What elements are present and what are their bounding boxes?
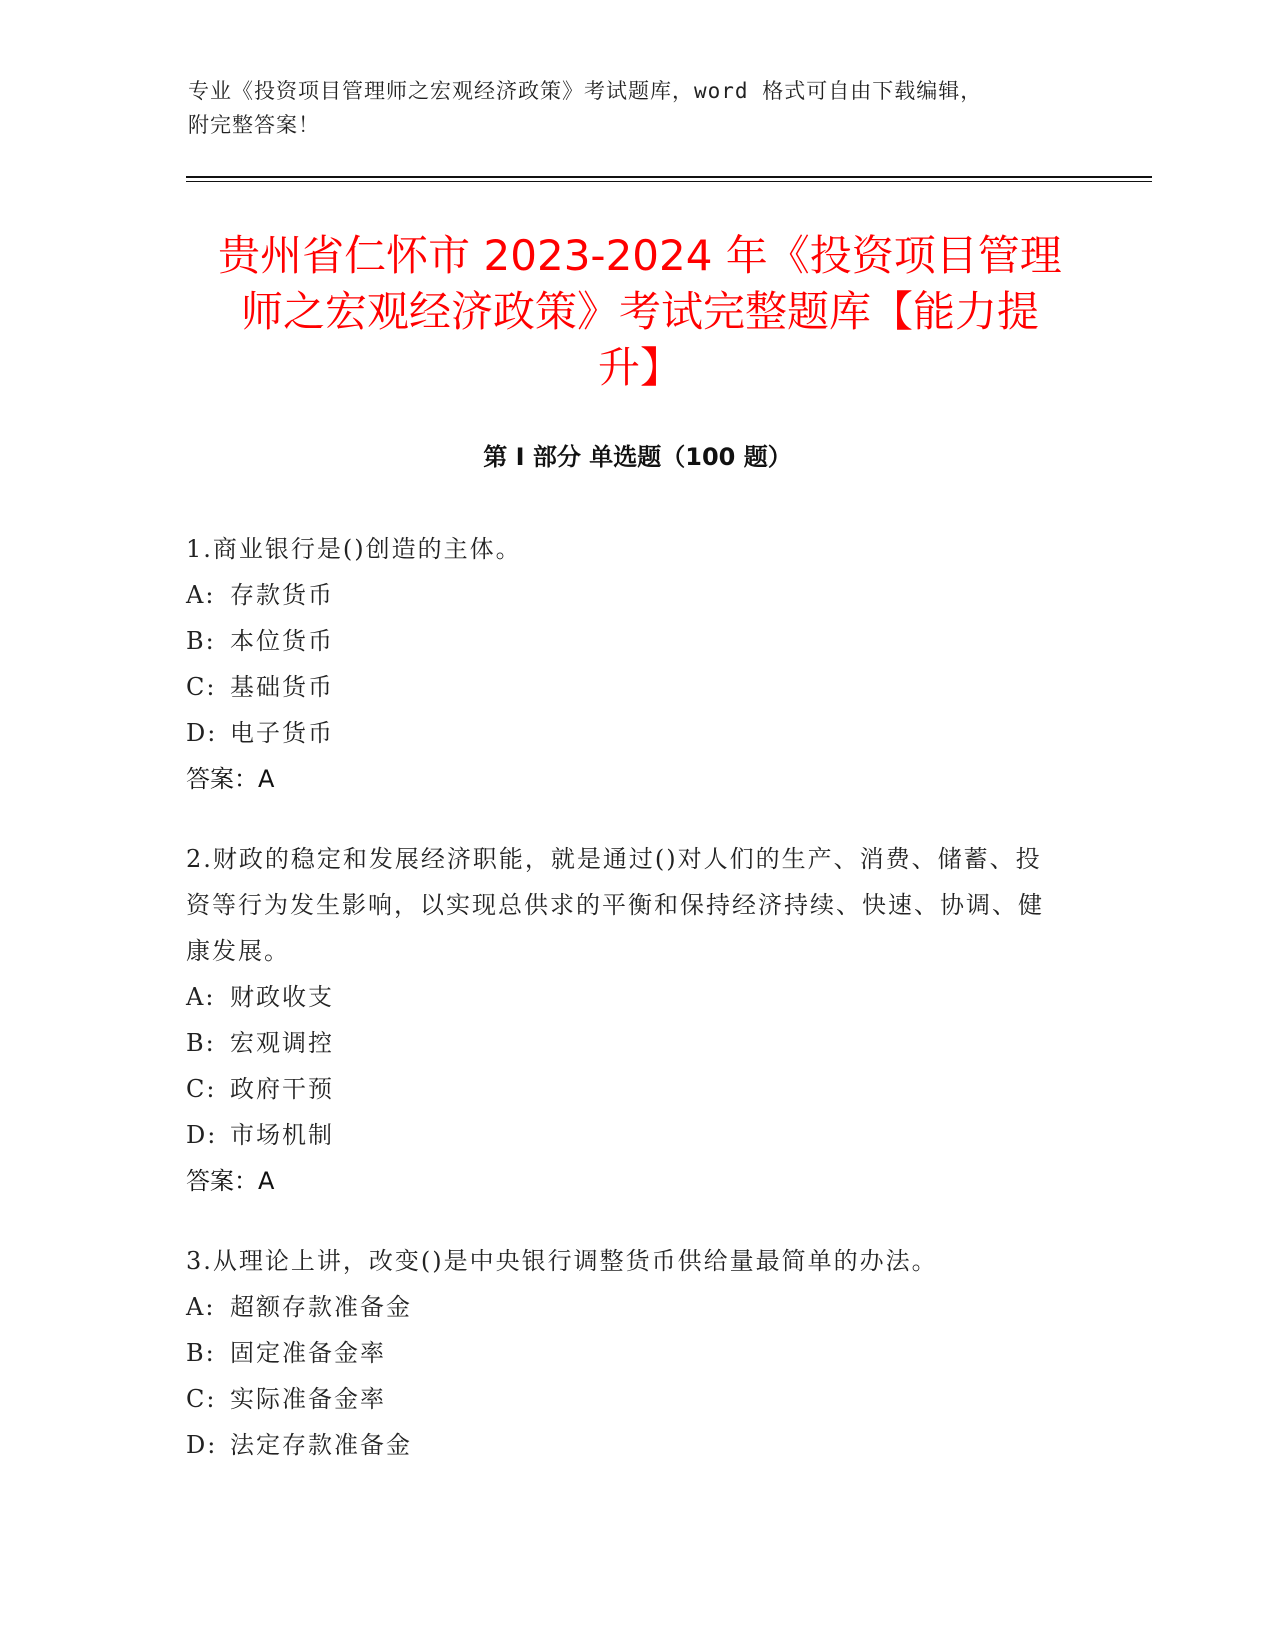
option-text: 基础货币 <box>230 673 334 701</box>
option-text: 超额存款准备金 <box>230 1293 412 1321</box>
answer-line: 答案：A <box>186 765 275 793</box>
option-text: 政府干预 <box>230 1075 334 1103</box>
option-letter: A: <box>186 1293 216 1321</box>
intro-line-1: 专业《投资项目管理师之宏观经济政策》考试题库，word 格式可自由下载编辑， <box>188 79 983 103</box>
section-heading: 第 I 部分 单选题（100 题） <box>483 443 792 471</box>
question-item <box>186 836 1066 1204</box>
option-letter: A: <box>186 983 216 1011</box>
intro-line-2: 附完整答案！ <box>188 113 320 137</box>
option-letter: A: <box>186 581 216 609</box>
option-b <box>186 1330 1066 1376</box>
option-a <box>186 974 1066 1020</box>
option-letter: C: <box>186 1385 217 1413</box>
option-c <box>186 664 1066 710</box>
header-rule-thin <box>186 181 1152 182</box>
option-letter: D: <box>186 1121 218 1149</box>
option-b <box>186 618 1066 664</box>
intro-text <box>188 74 1068 142</box>
title-line-2: 师之宏观经济政策》考试完整题库【能力提 <box>240 287 1039 336</box>
option-text: 存款货币 <box>230 581 334 609</box>
question-stem: 2.财政的稳定和发展经济职能，就是通过()对人们的生产、消费、储蓄、投资等行为发生影响，以实现总供求的平衡和保持经济持续、快速、协调、健康发展。 <box>186 845 1044 965</box>
option-text: 法定存款准备金 <box>230 1431 412 1459</box>
option-letter: B: <box>186 627 216 655</box>
option-text: 市场机制 <box>230 1121 334 1149</box>
option-a <box>186 1284 1066 1330</box>
option-c <box>186 1066 1066 1112</box>
header-rule-thick <box>186 176 1152 178</box>
option-letter: C: <box>186 1075 217 1103</box>
option-letter: C: <box>186 673 217 701</box>
title-line-1: 贵州省仁怀市 2023-2024 年《投资项目管理 <box>218 231 1062 280</box>
option-d <box>186 710 1066 756</box>
question-item <box>186 526 1066 802</box>
option-letter: B: <box>186 1029 216 1057</box>
document-title <box>190 228 1090 396</box>
option-b <box>186 1020 1066 1066</box>
question-stem: 3.从理论上讲，改变()是中央银行调整货币供给量最简单的办法。 <box>186 1247 938 1275</box>
answer-line: 答案：A <box>186 1167 275 1195</box>
option-letter: D: <box>186 719 218 747</box>
option-text: 电子货币 <box>230 719 334 747</box>
option-text: 固定准备金率 <box>230 1339 386 1367</box>
option-text: 宏观调控 <box>230 1029 334 1057</box>
option-text: 实际准备金率 <box>230 1385 386 1413</box>
option-a <box>186 572 1066 618</box>
option-c <box>186 1376 1066 1422</box>
question-stem: 1.商业银行是()创造的主体。 <box>186 535 522 563</box>
question-item <box>186 1238 1066 1468</box>
question-list <box>186 526 1066 1502</box>
option-text: 财政收支 <box>230 983 334 1011</box>
option-d <box>186 1422 1066 1468</box>
option-text: 本位货币 <box>230 627 334 655</box>
option-letter: D: <box>186 1431 218 1459</box>
option-d <box>186 1112 1066 1158</box>
option-letter: B: <box>186 1339 216 1367</box>
title-line-3: 升】 <box>597 343 682 392</box>
